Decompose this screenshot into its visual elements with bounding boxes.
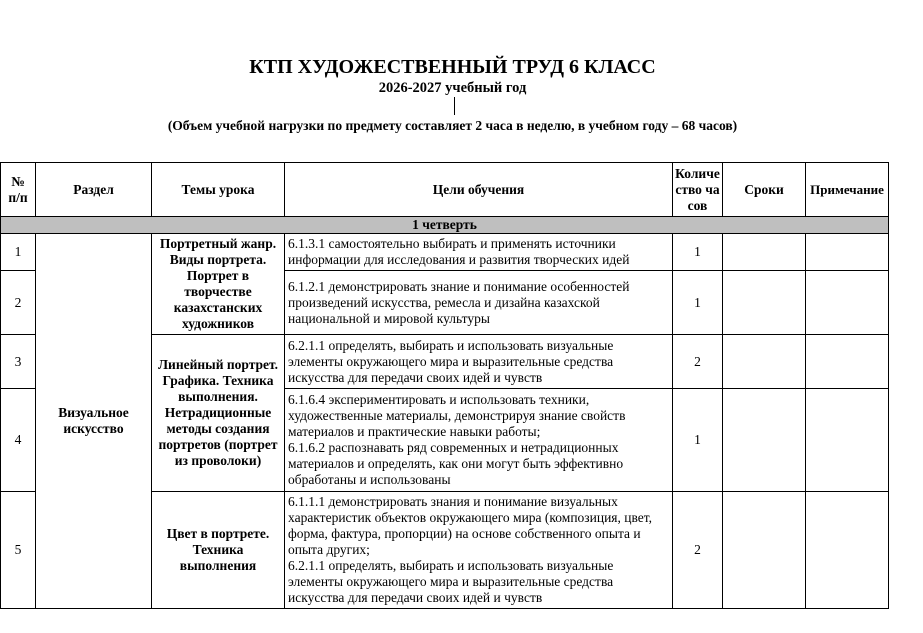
hours-cell: 1 (673, 234, 723, 271)
dates-cell (723, 271, 806, 335)
goal-cell: 6.1.1.1 демонстрировать знания и понимание визуальных характеристик объектов окружающего мира (композиция, цвет, форма, фактура, пропорции) на основе собственного опыта и опыта других; 6.2.1.1 определять, выбирать и использовать визуальные элементы окружающего мира и выразительные средства искусства для передачи своих идей и чувств (285, 492, 673, 609)
workload-note: (Объем учебной нагрузки по предмету составляет 2 часа в неделю, в учебном году – 68 часов) (167, 118, 738, 133)
goal-cell: 6.2.1.1 определять, выбирать и использовать визуальные элементы окружающего мира и выразительные средства искусства для передачи своих идей и чувств (285, 335, 673, 389)
hours-cell: 2 (673, 335, 723, 389)
note-cell (806, 389, 889, 492)
hours-cell: 1 (673, 389, 723, 492)
topic-cell: Линейный портрет. Графика. Техника выполнения. Нетрадиционные методы создания портретов (портрет из проволоки) (152, 335, 285, 492)
curriculum-table (0, 162, 889, 609)
header-note: Примечание (806, 163, 889, 217)
hours-cell: 2 (673, 492, 723, 609)
hours-cell: 1 (673, 271, 723, 335)
dates-cell (723, 389, 806, 492)
header-num: № п/п (1, 163, 36, 217)
row-number: 1 (1, 234, 36, 271)
row-number: 2 (1, 271, 36, 335)
header-topic: Темы урока (152, 163, 285, 217)
text-cursor (454, 97, 455, 115)
section-cell: Визуальное искусство (36, 234, 152, 609)
dates-cell (723, 234, 806, 271)
goal-cell: 6.1.6.4 экспериментировать и использовать техники, художественные материалы, демонстрируя знание свойств материалов и практические навыки работы; 6.1.6.2 распознавать ряд современных и нетрадиционных материалов и определять, как они могут быть эффективно обработаны и использованы (285, 389, 673, 492)
note-cell (806, 335, 889, 389)
note-cell (806, 234, 889, 271)
header-row (1, 163, 889, 217)
academic-year: 2026-2027 учебный год (378, 80, 527, 96)
header-dates: Сроки (723, 163, 806, 217)
header-goals: Цели обучения (285, 163, 673, 217)
row-number: 3 (1, 335, 36, 389)
document-title: КТП ХУДОЖЕСТВЕННЫЙ ТРУД 6 КЛАСС (249, 56, 656, 78)
note-cell (806, 271, 889, 335)
quarter-row (1, 217, 889, 234)
header-hours: Количество часов (673, 163, 723, 217)
row-number: 4 (1, 389, 36, 492)
quarter-label: 1 четверть (1, 217, 889, 234)
dates-cell (723, 335, 806, 389)
dates-cell (723, 492, 806, 609)
topic-cell: Портретный жанр. Виды портрета. Портрет в творчестве казахстанских художников (152, 234, 285, 335)
note-cell (806, 492, 889, 609)
topic-cell: Цвет в портрете. Техника выполнения (152, 492, 285, 609)
goal-cell: 6.1.2.1 демонстрировать знание и понимание особенностей произведений искусства, ремесла и дизайна казахской национальной и мировой культуры (285, 271, 673, 335)
row-number: 5 (1, 492, 36, 609)
table-row (1, 234, 889, 271)
header-section: Раздел (36, 163, 152, 217)
goal-cell: 6.1.3.1 самостоятельно выбирать и применять источники информации для исследования и развития творческих идей (285, 234, 673, 271)
